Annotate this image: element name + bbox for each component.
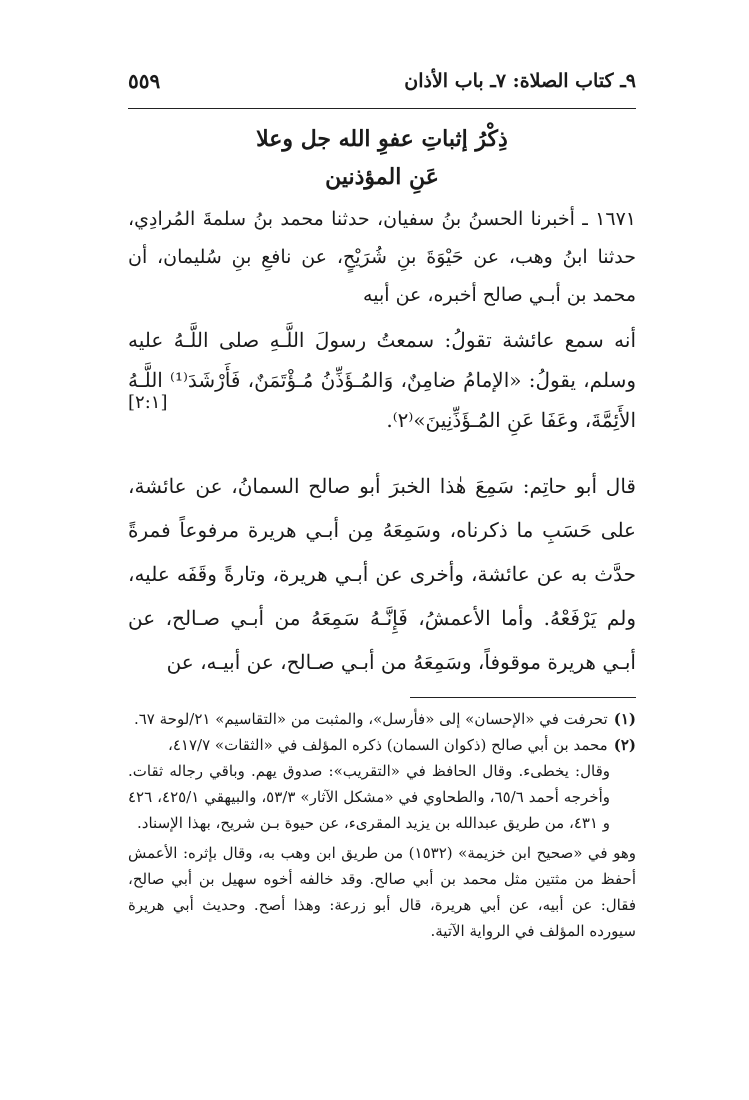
running-header xyxy=(128,66,636,96)
footnote-number: (١) xyxy=(613,710,636,728)
footnote-1 xyxy=(128,706,636,732)
hadith-reference: [٢:١] xyxy=(128,392,168,413)
footnote-number: (٢) xyxy=(613,736,636,754)
section-title-line-1: ذِكْرُ إثباتِ عفوِ الله جل وعلا xyxy=(256,126,508,152)
commentary-paragraph: قال أبو حاتِم: سَمِعَ هٰذا الخبرَ أبو صالح السمانُ، عن عائشة، على حَسَبِ ما ذكرناه، وسَمِعَهُ مِن أبـي هريرة مرفوعاً فمرةً حدَّث به عن عائشة، وأخرى عن أبـي هريرة، وتارةً وقَفَه عليه، ولم يَرْفَعْهُ. وأما الأعمشُ، فَإِنَّـهُ سَمِعَهُ من أبـي صـالح، عن أبـي هريرة موقوفاً، وسَمِعَهُ من أبـي صـالح، عن أبيـه، عن xyxy=(128,474,636,674)
section-title xyxy=(128,120,636,196)
footnote-text: تحرفت في «الإحسان» إلى «فأرسل»، والمثبت من «التقاسيم» ٢١/لوحة ٦٧. xyxy=(133,710,608,728)
footnote-rule xyxy=(410,697,636,698)
section-title-line-2: عَنِ المؤذنين xyxy=(325,164,439,190)
chapter-title: ٩ـ كتاب الصلاة: ٧ـ باب الأذان xyxy=(404,70,636,92)
footnotes xyxy=(128,706,636,944)
page-number: ٥٥٩ xyxy=(128,69,161,93)
footnote-text: محمد بن أبي صالح (ذكوان السمان) ذكره المؤلف في «الثقات» ٤١٧/٧، xyxy=(168,736,608,754)
hadith-isnad: ١٦٧١ ـ أخبرنا الحسنُ بنُ سفيان، حدثنا محمد بنُ سلمةَ المُرادِي، حدثنا ابنُ وهب، عن حَيْوَةَ بنِ شُرَيْحٍ، عن نافعِ بنِ سُليمان، أن محمد بن أبـي صالح أخبره، عن أبيه xyxy=(128,208,636,306)
footnote-2 xyxy=(128,732,636,758)
header-rule xyxy=(128,108,636,109)
footnote-2-continuation: وقال: يخطىء. وقال الحافظ في «التقريب»: صدوق يهم. وباقي رجاله ثقات. وأخرجه أحمد ٦٥/٦، والطحاوي في «مشكل الآثار» ٥٣/٣، والبيهقي ٤٢٥/١، ٤٢٦ و ٤٣١، من طريق عبدالله بن يزيد المقرىء، عن حيوة بـن شريح، بهذا الإسناد. xyxy=(128,762,611,832)
footnote-2-paragraph: وهو في «صحيح ابن خزيمة» (١٥٣٢) من طريق ابن وهب به، وقال بإثره: الأعمش أحفظ من مثتين مثل محمد بن أبي صالح. وقد خالفه أخوه سهيل بن أبي صالح، فقال: عن أبيه، عن أبي هريرة، قال أبو زرعة: وهذا أصح. وحديث أبي هريرة سيورده المؤلف في الرواية الآتية. xyxy=(128,844,636,940)
hadith-matn: أنه سمع عائشة تقولُ: سمعتُ رسولَ اللَّـهِ صلى اللَّـهُ عليه وسلم، يقولُ: «الإمامُ ضامِنٌ، وَالمُـؤَذِّنُ مُـؤْتَمَنٌ، فَأَرْشَدَ⁽¹⁾ اللَّـهُ الأَئِمَّةَ، وعَفَا عَنِ المُـؤَذِّنِينَ»⁽٢⁾. xyxy=(128,328,636,432)
